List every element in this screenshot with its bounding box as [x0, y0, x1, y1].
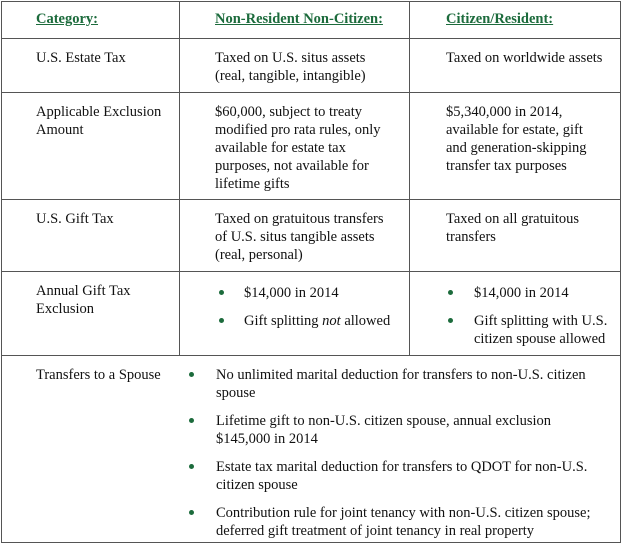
exclusion-citizen-cell — [410, 93, 620, 199]
gift-category-cell — [2, 200, 180, 271]
spouse-category: Transfers to a Spouse — [36, 367, 161, 383]
estate-nrnc-text — [215, 49, 366, 85]
bullet-icon — [189, 418, 194, 423]
exclusion-nrnc-line-5: lifetime gifts — [215, 176, 290, 192]
annual-category-cell — [2, 272, 180, 355]
exclusion-citizen-line-3: and generation-skipping — [446, 140, 587, 156]
tax-comparison-table — [1, 1, 621, 543]
exclusion-citizen-line-1: $5,340,000 in 2014, — [446, 104, 563, 120]
estate-nrnc-line-2: (real, tangible, intangible) — [215, 68, 366, 84]
row-spouse-transfers — [2, 356, 620, 542]
bullet-icon — [219, 290, 224, 295]
exclusion-nrnc-cell — [180, 93, 410, 199]
spouse-bullet-4-line-1: Contribution rule for joint tenancy with non-U.S. citizen spouse; — [216, 505, 591, 521]
exclusion-nrnc-text — [215, 103, 381, 193]
estate-category: U.S. Estate Tax — [36, 50, 126, 66]
row-annual-exclusion — [2, 272, 620, 356]
estate-citizen-line-1: Taxed on worldwide assets — [446, 50, 603, 66]
annual-category-line-2: Exclusion — [36, 301, 94, 317]
exclusion-category-line-1: Applicable Exclusion — [36, 104, 162, 120]
spouse-bullet-1-line-1: No unlimited marital deduction for transfers to non-U.S. citizen — [216, 367, 586, 383]
gift-nrnc-text — [215, 210, 384, 264]
gift-nrnc-cell — [180, 200, 410, 271]
gift-citizen-text — [446, 210, 579, 246]
annual-citizen-bullet-2 — [474, 312, 607, 348]
annual-category — [36, 282, 131, 318]
exclusion-category-cell — [2, 93, 180, 199]
exclusion-citizen-line-2: available for estate, gift — [446, 122, 583, 138]
exclusion-citizen-line-4: transfer tax purposes — [446, 158, 567, 174]
header-nrnc: Non-Resident Non-Citizen: — [215, 11, 383, 27]
gift-citizen-cell — [410, 200, 620, 271]
annual-nrnc-cell — [180, 272, 410, 355]
spouse-category-cell — [2, 356, 180, 542]
bullet-icon — [189, 372, 194, 377]
gift-nrnc-line-3: (real, personal) — [215, 247, 303, 263]
header-cell-citizen — [410, 2, 620, 38]
bullet-icon — [448, 318, 453, 323]
spouse-bullet-2-line-1: Lifetime gift to non-U.S. citizen spouse, annual exclusion — [216, 413, 552, 429]
bullet-icon — [189, 464, 194, 469]
estate-nrnc-line-1: Taxed on U.S. situs assets — [215, 50, 366, 66]
spouse-bullet-2-line-2: $145,000 in 2014 — [216, 431, 318, 447]
header-category: Category: — [36, 11, 99, 27]
gift-nrnc-line-2: of U.S. situs tangible assets — [215, 229, 375, 245]
row-estate-tax — [2, 39, 620, 93]
annual-nrnc-bullet-2-emphasis: not — [322, 313, 341, 329]
header-citizen: Citizen/Resident: — [446, 11, 554, 27]
spouse-bullet-2 — [216, 412, 551, 448]
exclusion-nrnc-line-4: purposes, not available for — [215, 158, 369, 174]
header-cell-nrnc — [180, 2, 410, 38]
exclusion-category — [36, 103, 161, 139]
spouse-bullet-1 — [216, 366, 586, 402]
estate-category-cell — [2, 39, 180, 92]
exclusion-nrnc-line-3: available for estate tax — [215, 140, 346, 156]
annual-nrnc-bullet-2 — [244, 312, 390, 330]
annual-citizen-bullet-2-line-1: Gift splitting with U.S. — [474, 313, 608, 329]
gift-citizen-line-2: transfers — [446, 229, 496, 245]
header-cell-category — [2, 2, 180, 38]
spouse-bullet-3-line-2: citizen spouse — [216, 477, 298, 493]
bullet-icon — [448, 290, 453, 295]
estate-nrnc-cell — [180, 39, 410, 92]
annual-citizen-bullet-1: $14,000 in 2014 — [474, 285, 569, 301]
estate-citizen-text — [446, 49, 602, 67]
spouse-bullet-4 — [216, 504, 591, 540]
exclusion-nrnc-line-2: modified pro rata rules, only — [215, 122, 381, 138]
row-exclusion — [2, 93, 620, 200]
spouse-bullet-1-line-2: spouse — [216, 385, 256, 401]
spouse-bullet-3-line-1: Estate tax marital deduction for transfers to QDOT for non-U.S. — [216, 459, 588, 475]
row-gift-tax — [2, 200, 620, 272]
annual-nrnc-bullet-2-pre: Gift splitting — [244, 313, 323, 329]
header-row — [2, 2, 620, 39]
spouse-bullet-4-line-2: deferred gift treatment of joint tenancy in real property — [216, 523, 535, 539]
bullet-icon — [219, 318, 224, 323]
annual-citizen-cell — [410, 272, 620, 355]
spouse-bullet-3 — [216, 458, 587, 494]
annual-nrnc-bullet-2-post: allowed — [340, 313, 391, 329]
gift-category: U.S. Gift Tax — [36, 211, 114, 227]
estate-citizen-cell — [410, 39, 620, 92]
spouse-bullets-cell — [180, 356, 620, 542]
gift-nrnc-line-1: Taxed on gratuitous transfers — [215, 211, 384, 227]
annual-category-line-1: Annual Gift Tax — [36, 283, 131, 299]
bullet-icon — [189, 510, 194, 515]
gift-citizen-line-1: Taxed on all gratuitous — [446, 211, 580, 227]
annual-nrnc-bullet-1: $14,000 in 2014 — [244, 285, 339, 301]
exclusion-category-line-2: Amount — [36, 122, 84, 138]
exclusion-citizen-text — [446, 103, 587, 175]
annual-citizen-bullet-2-line-2: citizen spouse allowed — [474, 331, 606, 347]
exclusion-nrnc-line-1: $60,000, subject to treaty — [215, 104, 362, 120]
